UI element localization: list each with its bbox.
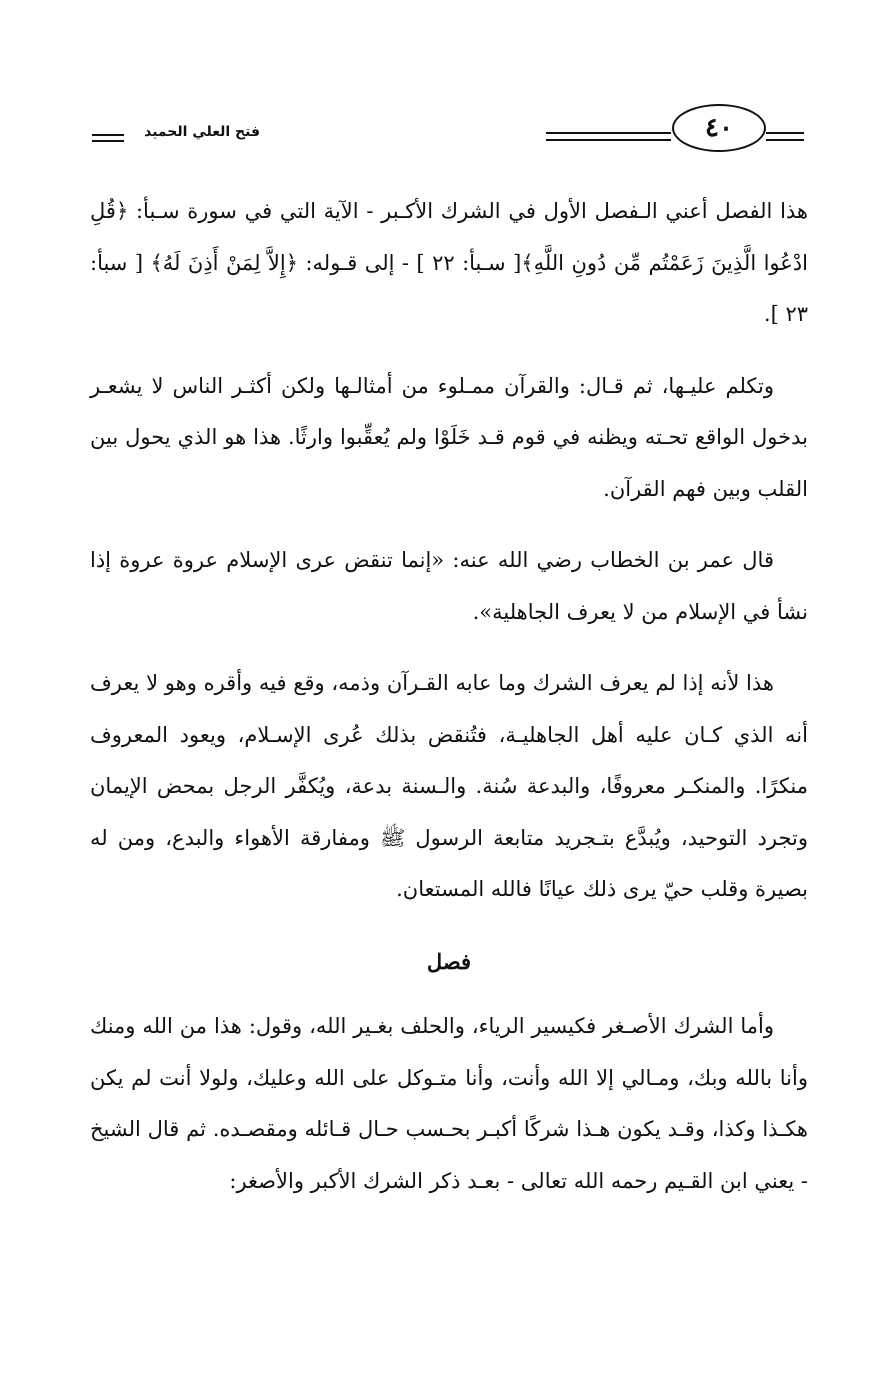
header-rule-far-right-bottom bbox=[766, 139, 804, 141]
header-rule-far-right-top bbox=[766, 132, 804, 134]
header-rule-right-bottom bbox=[546, 139, 671, 141]
paragraph-1: هذا الفصل أعني الـفصل الأول في الشرك الأكـبر - الآية التي في سورة سـبأ: ﴿قُلِ ادْعُوا الَّذِينَ زَعَمْتُم مِّن دُونِ اللَّهِ﴾[ سـبأ: ٢٢ ] - إلى قـوله: ﴿إِلاَّ لِمَنْ أَذِنَ لَهُ﴾ [ سبأ: ٢٣ ]. bbox=[90, 199, 808, 326]
section-heading: فصل bbox=[426, 948, 472, 974]
page-number-text: ٤٠ bbox=[705, 113, 733, 143]
header-rule-left-top bbox=[92, 134, 124, 136]
page-body bbox=[90, 186, 808, 1227]
paragraph-5: وأما الشرك الأصـغر فكيسير الرياء، والحلف بغـير الله، وقول: هذا من الله ومنك وأنا بالله وبك، ومـالي إلا الله وأنت، وأنا متـوكل على الله وعليك، ولولا أنت لم يكن هكـذا وكذا، وقـد يكون هـذا شركًا أكبـر بحـسب حـال قـائله ومقصـده. ثم قال الشيخ - يعني ابن القـيم رحمه الله تعالى - بعـد ذكر الشرك الأكبر والأصغر: bbox=[90, 1014, 808, 1193]
paragraph-4: هذا لأنه إذا لم يعرف الشرك وما عابه القـرآن وذمه، وقع فيه وأقره وهو لا يعرف أنه الذي كـان عليه أهل الجاهليـة، فتُنقض بذلك عُرى الإسـلام، ويعود المعروف منكرًا. والمنكـر معروفًا، والبدعة سُنة. والـسنة بدعة، ويُكفَّر الرجل بمحض الإيمان وتجرد التوحيد، ويُبدَّع بتـجريد متابعة الرسول ﷺ ومفارقة الأهواء والبدع، ومن له بصيرة وقلب حيّ يرى ذلك عيانًا فالله المستعان. bbox=[90, 671, 808, 901]
header-rule-right-top bbox=[546, 132, 671, 134]
page-number bbox=[672, 104, 766, 152]
paragraph-3: قال عمر بن الخطاب رضي الله عنه: «إنما تنقض عرى الإسلام عروة عروة إذا نشأ في الإسلام من لا يعرف الجاهلية». bbox=[90, 548, 808, 624]
paragraph-2: وتكلم عليـها، ثم قـال: والقرآن ممـلوء من أمثالـها ولكن أكثـر الناس لا يشعـر بدخول الواقع تحـته ويظنه في قوم قـد خَلَوْا ولم يُعقِّبوا وارثًا. هذا هو الذي يحول بين القلب وبين فهم القرآن. bbox=[90, 373, 808, 501]
page-header bbox=[0, 96, 879, 176]
header-rule-left-bottom bbox=[92, 140, 124, 142]
book-title: فتح العلي الحميد bbox=[144, 124, 260, 140]
